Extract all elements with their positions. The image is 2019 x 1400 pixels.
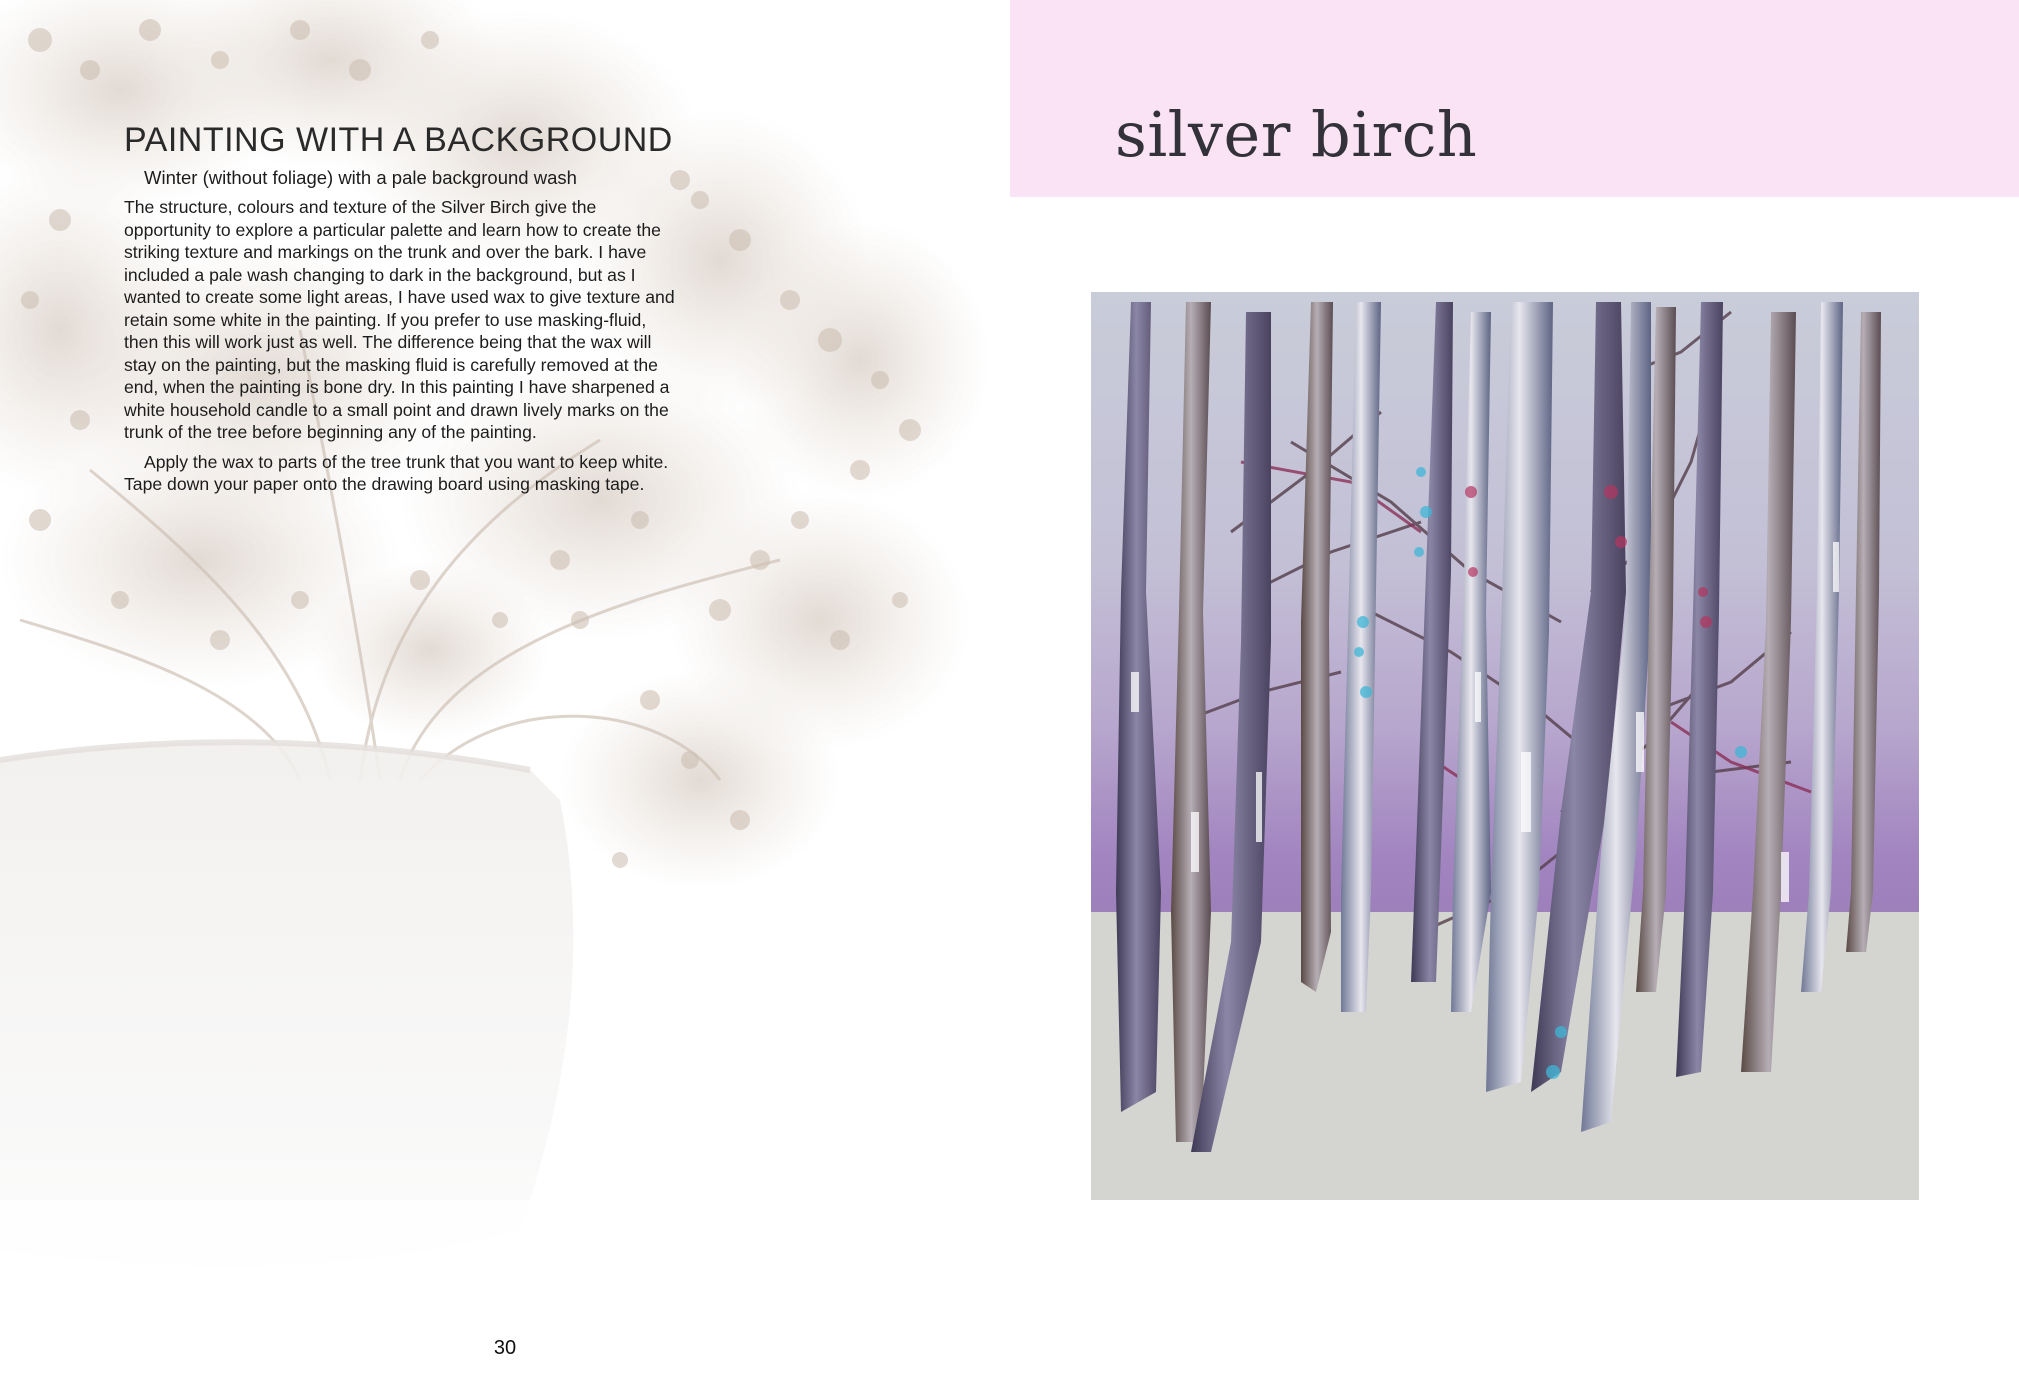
birch-trees-watercolor [1091, 292, 1919, 1200]
chapter-title: silver birch [1115, 98, 1478, 171]
section-subtitle: Winter (without foliage) with a pale background wash [144, 167, 577, 188]
title-band [1010, 0, 2019, 197]
body-paragraph-1: The structure, colours and texture of the Silver Birch give the opportunity to explore a particular palette and learn how to create the striking texture and markings on the trunk and over the bark. I have included a pale wash changing to dark in the background, but as I wanted to create some light areas, I have used wax to give texture and retain some white in the painting. If you prefer to use masking-fluid, then this will work just as well. The difference being that the wax will stay on the painting, but the masking fluid is carefully removed at the end, when the painting is bone dry. In this painting I have sharpened a white household candle to a small point and drawn lively marks on the trunk of the tree before beginning any of the painting. [124, 197, 675, 442]
section-heading: PAINTING WITH A BACKGROUND [124, 121, 673, 159]
page-number: 30 [493, 1337, 517, 1359]
body-paragraph-2: Apply the wax to parts of the tree trunk that you want to keep white. Tape down your paper onto the drawing board using masking tape. [124, 451, 669, 494]
painting-frame [1091, 292, 1919, 1200]
article-text [124, 118, 684, 503]
right-page [1010, 0, 2019, 1400]
